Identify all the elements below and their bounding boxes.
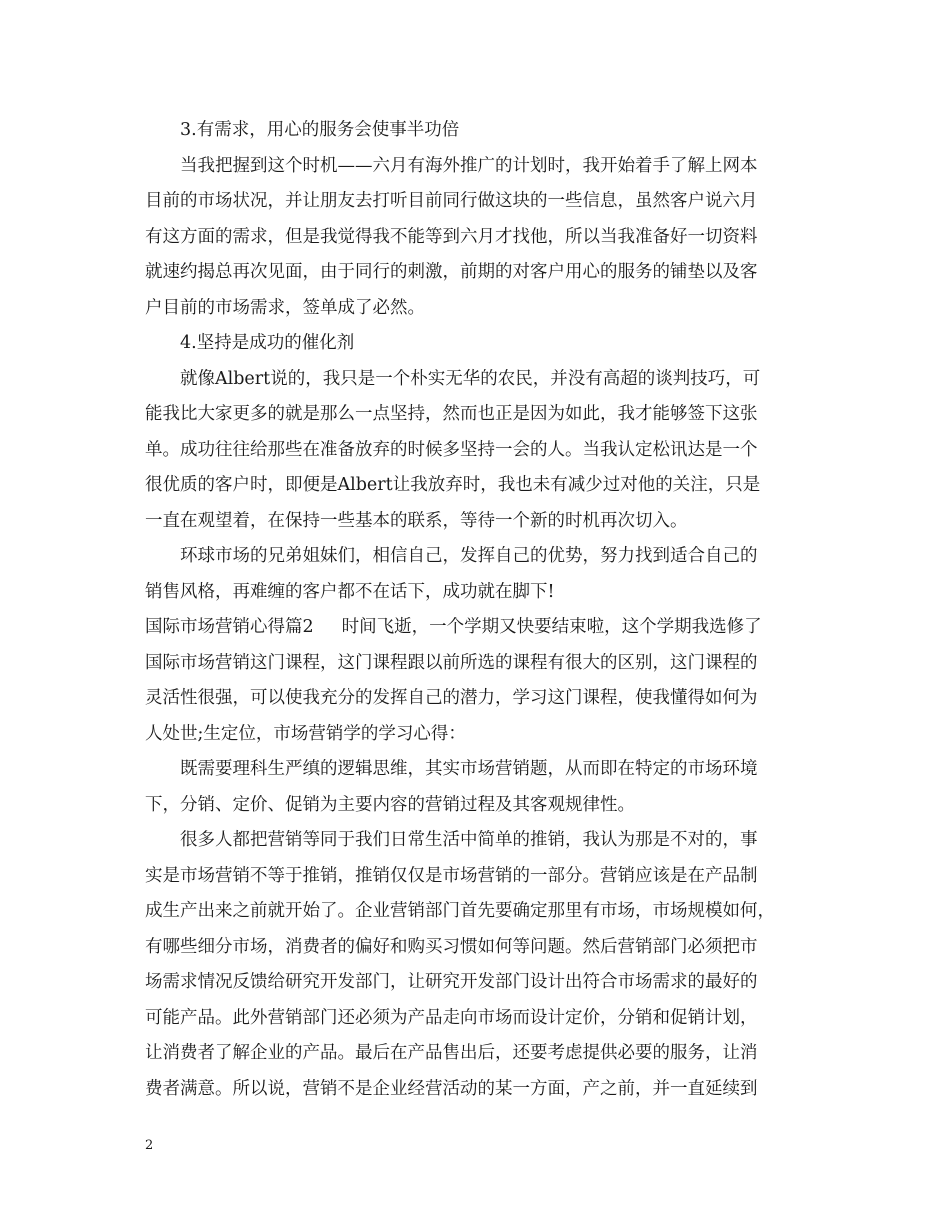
paragraph-line: 销售风格，再难缠的客户都不在话下，成功就在脚下! <box>145 581 555 602</box>
paragraph-line: 就速约揭总再次见面，由于同行的刺激，前期的对客户用心的服务的铺垫以及客 <box>145 262 758 282</box>
paragraph-line: 成生产出来之前就开始了。企业营销部门首先要确定那里有市场，市场规模如何， <box>145 901 775 921</box>
paragraph-line: 人处世;生定位，市场营销学的学习心得： <box>145 723 466 744</box>
paragraph-line: 很优质的客户时，即便是Albert让我放弃时，我也未有减少过对他的关注，只是 <box>145 475 761 495</box>
section-title-line <box>145 610 817 646</box>
paragraph-line: 场需求情况反馈给研究开发部门，让研究开发部门设计出符合市场需求的最好的 <box>145 972 758 992</box>
paragraph-line: 能我比大家更多的就是那么一点坚持，然而也正是因为如此，我才能够签下这张 <box>145 404 758 424</box>
paragraph-line: 国际市场营销这门课程，这门课程跟以前所选的课程有很大的区别，这门课程的 <box>145 652 758 673</box>
paragraph-line: 很多人都把营销等同于我们日常生活中简单的推销，我认为那是不对的，事 <box>180 830 758 850</box>
paragraph-line: 有哪些细分市场，消费者的偏好和购买习惯如何等问题。然后营销部门必须把市 <box>145 936 758 957</box>
paragraph-line: 有这方面的需求，但是我觉得我不能等到六月才找他，所以当我准备好一切资料 <box>145 226 758 247</box>
paragraph-line: 让消费者了解企业的产品。最后在产品售出后，还要考虑提供必要的服务，让消 <box>145 1043 758 1063</box>
paragraph-line: 就像Albert说的，我只是一个朴实无华的农民，并没有高超的谈判技巧，可 <box>180 368 761 389</box>
paragraph-line: 既需要理科生严缜的逻辑思维，其实市场营销题，从而即在特定的市场环境 <box>180 759 758 779</box>
paragraph-line: 费者满意。所以说，营销不是企业经营活动的某一方面，产之前，并一直延续到 <box>145 1078 758 1099</box>
paragraph-line: 灵活性很强，可以使我充分的发挥自己的潜力，学习这门课程，使我懂得如何为 <box>145 688 758 708</box>
paragraph-line: 单。成功往往给那些在准备放弃的时候多坚持一会的人。当我认定松讯达是一个 <box>145 439 758 460</box>
paragraph-line: 一直在观望着，在保持一些基本的联系，等待一个新的时机再次切入。 <box>145 510 688 531</box>
document-body <box>145 113 817 1107</box>
paragraph-line: 目前的市场状况，并让朋友去打听目前同行做这块的一些信息，虽然客户说六月 <box>145 191 758 211</box>
section-heading: 3.有需求，用心的服务会使事半功倍 <box>180 120 460 140</box>
section-title: 国际市场营销心得篇2 <box>145 617 314 637</box>
section-heading: 4.坚持是成功的催化剂 <box>180 333 355 353</box>
paragraph-text: 时间飞逝，一个学期又快要结束啦，这个学期我选修了 <box>341 617 762 637</box>
paragraph-line: 户目前的市场需求，签单成了必然。 <box>145 297 425 318</box>
paragraph-line: 环球市场的兄弟姐妹们，相信自己，发挥自己的优势，努力找到适合自己的 <box>180 546 758 566</box>
paragraph-line: 可能产品。此外营销部门还必须为产品走向市场而设计定价，分销和促销计划， <box>145 1007 758 1028</box>
paragraph-line: 实是市场营销不等于推销，推销仅仅是市场营销的一部分。营销应该是在产品制 <box>145 865 758 886</box>
paragraph-line: 当我把握到这个时机——六月有海外推广的计划时，我开始着手了解上网本 <box>180 155 758 176</box>
page-number: 2 <box>145 1138 154 1153</box>
paragraph-line: 下，分销、定价、促销为主要内容的营销过程及其客观规律性。 <box>145 794 635 815</box>
